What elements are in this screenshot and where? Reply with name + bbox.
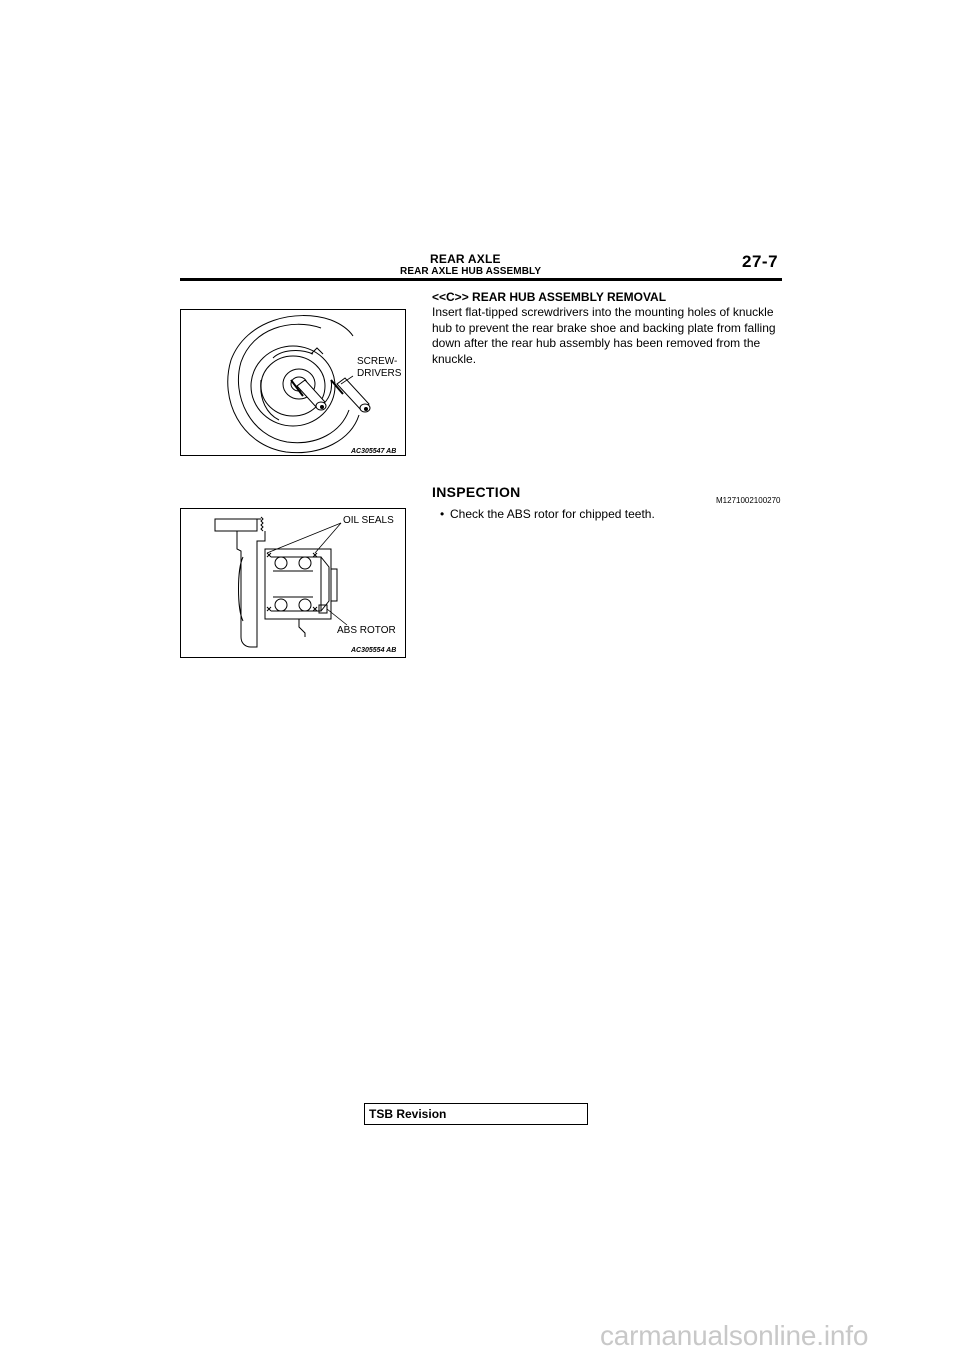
- figure-code: AC305547 AB: [351, 448, 397, 455]
- section-subtitle: REAR AXLE HUB ASSEMBLY: [400, 266, 542, 277]
- bullet-text: Check the ABS rotor for chipped teeth.: [450, 507, 655, 521]
- figure-code: AC305554 AB: [351, 647, 397, 654]
- inspection-heading: INSPECTION: [432, 484, 521, 500]
- page-number: 27-7: [742, 252, 779, 271]
- bullet-icon: •: [440, 507, 445, 521]
- label-oil-seals: OIL SEALS: [343, 515, 394, 526]
- tsb-revision-label: TSB Revision: [369, 1107, 447, 1121]
- label-screwdrivers-line2: DRIVERS: [357, 368, 402, 379]
- header-rule: [180, 278, 782, 281]
- inspection-code: M1271002100270: [716, 496, 781, 505]
- tsb-revision-box: [364, 1103, 588, 1125]
- figure-screwdrivers: [180, 309, 406, 456]
- removal-instructions: Insert flat-tipped screwdrivers into the mounting holes of knuckle hub to prevent the rear brake shoe and backing plate from falling down after the rear hub assembly has been removed from the knuckle.: [432, 305, 776, 366]
- label-abs-rotor: ABS ROTOR: [337, 625, 396, 636]
- figure-hub-section: [180, 508, 406, 658]
- section-title: REAR AXLE: [430, 252, 501, 266]
- backing-plate-illustration: [181, 310, 405, 455]
- removal-heading: <<C>> REAR HUB ASSEMBLY REMOVAL: [432, 290, 667, 304]
- watermark: carmanualsonline.info: [600, 1320, 869, 1351]
- label-screwdrivers-line1: SCREW-: [357, 356, 398, 367]
